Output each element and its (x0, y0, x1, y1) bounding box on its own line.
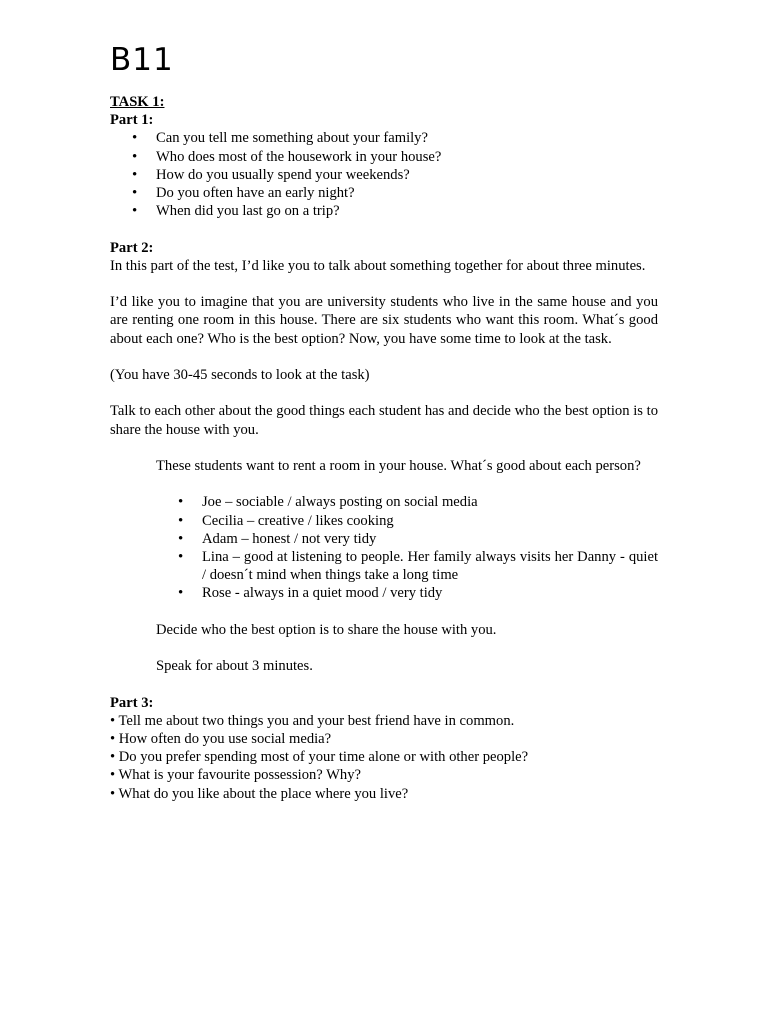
list-item: • Cecilia – creative / likes cooking (156, 512, 658, 530)
list-item: • What is your favourite possession? Why? (110, 767, 361, 784)
part3-heading: Part 3: (110, 694, 154, 711)
spacer (156, 603, 658, 621)
part3-question-list (110, 712, 658, 803)
list-item: • Lina – good at listening to people. Her family always visits her Danny - quiet / doesn´t mind when things take a long time (156, 548, 658, 584)
spacer (110, 348, 658, 366)
part1-question-list (110, 129, 658, 220)
part2-talk: Talk to each other about the good things each student has and decide who the best option is to share the house with you. (110, 403, 658, 438)
list-item: • Tell me about two things you and your best friend have in common. (110, 712, 515, 729)
list-item: • Rose - always in a quiet mood / very tidy (156, 584, 658, 602)
task-card (156, 457, 658, 675)
part2-intro: In this part of the test, I’d like you to talk about something together for about three minutes. (110, 257, 646, 274)
list-item: • Do you often have an early night? (110, 184, 658, 202)
list-item: • How do you usually spend your weekends? (110, 166, 658, 184)
spacer (110, 675, 658, 693)
spacer (156, 475, 658, 493)
list-item: • How often do you use social media? (110, 730, 332, 747)
spacer (110, 220, 658, 238)
document-title: B11 (110, 42, 174, 78)
part1-heading: Part 1: (110, 112, 154, 129)
list-item: • Adam – honest / not very tidy (156, 530, 658, 548)
part2-instructions: I’d like you to imagine that you are university students who live in the same house and you are renting one room in this house. There are six students who want this room. What´s good about each one? Who is the best option? Now, you have some time to look at the task. (110, 294, 658, 347)
spacer (110, 439, 658, 457)
task-card-intro: These students want to rent a room in your house. What´s good about each person? (156, 457, 641, 474)
part2-timing: (You have 30-45 seconds to look at the task) (110, 367, 370, 383)
task-card-decide: Decide who the best option is to share the house with you. (156, 621, 497, 638)
task-card-speak: Speak for about 3 minutes. (156, 658, 313, 675)
student-list (156, 493, 658, 602)
document-page (110, 40, 658, 803)
list-item: • Can you tell me something about your family? (110, 129, 658, 147)
spacer (156, 639, 658, 657)
spacer (110, 384, 658, 402)
list-item: • What do you like about the place where you live? (110, 785, 409, 802)
spacer (110, 275, 658, 293)
list-item: • Who does most of the housework in your house? (110, 148, 658, 166)
list-item: • Joe – sociable / always posting on social media (156, 493, 658, 511)
part2-heading: Part 2: (110, 239, 154, 256)
list-item: • When did you last go on a trip? (110, 202, 658, 220)
list-item: • Do you prefer spending most of your time alone or with other people? (110, 749, 529, 766)
task-heading: TASK 1: (110, 94, 165, 110)
